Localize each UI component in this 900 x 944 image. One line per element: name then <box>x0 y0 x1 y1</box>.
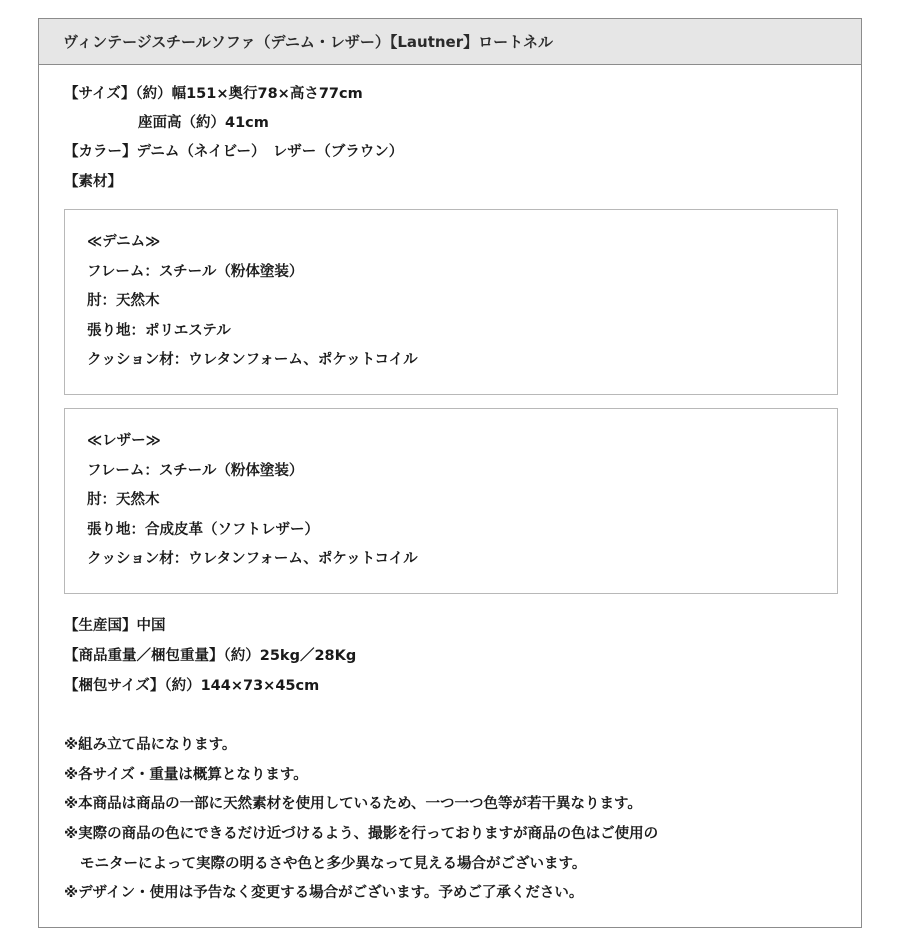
product-title: ヴィンテージスチールソファ（デニム・レザー）【Lautner】ロートネル <box>63 33 553 51</box>
note-natural-material: ※本商品は商品の一部に天然素材を使用しているため、一つ一つ色等が若干異なります。 <box>64 796 642 812</box>
origin-spec: 【生産国】中国 <box>64 618 166 634</box>
weight-spec: 【商品重量／梱包重量】（約）25kg／28Kg <box>64 648 357 664</box>
leather-armrest: 肘：天然木 <box>87 492 160 508</box>
denim-upholstery: 張り地：ポリエステル <box>87 323 231 339</box>
leather-title: ≪レザー≫ <box>87 433 161 449</box>
note-design-change: ※デザイン・使用は予告なく変更する場合がございます。予めご了承ください。 <box>64 885 584 901</box>
denim-cushion: クッション材：ウレタンフォーム、ポケットコイル <box>87 352 418 368</box>
note-color-line1: ※実際の商品の色にできるだけ近づけるよう、撮影を行っておりますが商品の色はご使用の <box>64 826 659 842</box>
product-title-bar <box>39 19 861 65</box>
product-spec-card <box>38 18 862 928</box>
leather-frame: フレーム：スチール（粉体塗装） <box>87 463 304 479</box>
leather-upholstery: 張り地：合成皮革（ソフトレザー） <box>87 522 319 538</box>
color-spec: 【カラー】デニム（ネイビー） レザー（ブラウン） <box>64 144 404 160</box>
leather-cushion: クッション材：ウレタンフォーム、ポケットコイル <box>87 551 418 567</box>
package-size-spec: 【梱包サイズ】（約）144×73×45cm <box>64 678 320 694</box>
denim-armrest: 肘：天然木 <box>87 293 160 309</box>
denim-frame: フレーム：スチール（粉体塗装） <box>87 264 304 280</box>
note-approximate: ※各サイズ・重量は概算となります。 <box>64 767 308 783</box>
material-heading: 【素材】 <box>64 174 122 190</box>
note-color-line2: モニターによって実際の明るさや色と多少異なって見える場合がございます。 <box>80 856 587 872</box>
size-spec: 【サイズ】（約）幅151×奥行78×高さ77cm <box>64 86 363 102</box>
denim-title: ≪デニム≫ <box>87 234 161 250</box>
seat-height-spec: 座面高（約）41cm <box>138 115 269 131</box>
leather-material-box <box>64 408 838 594</box>
note-assembly: ※組み立て品になります。 <box>64 737 237 753</box>
denim-material-box <box>64 209 838 395</box>
